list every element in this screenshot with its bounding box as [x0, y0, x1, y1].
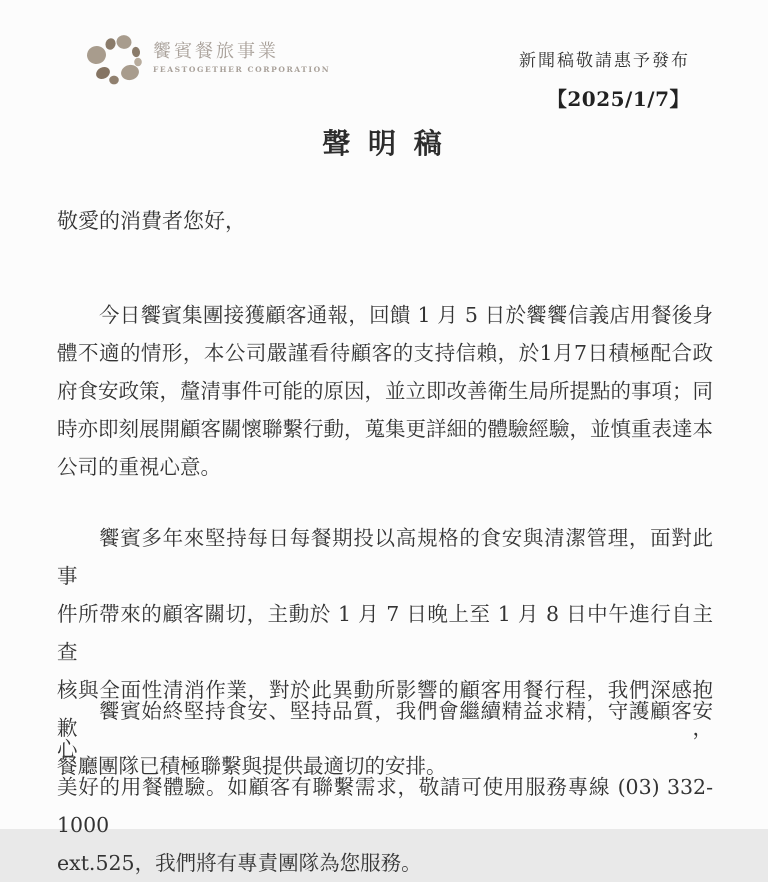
company-name-zh: 饗賓餐旅事業 — [153, 41, 279, 62]
release-date: 【2025/1/7】 — [546, 87, 690, 111]
body-line: 府食安政策，釐清事件可能的原因，並立即改善衛生局所提點的事項；同 — [57, 379, 713, 403]
body-line: 公司的重視心意。 — [57, 455, 221, 479]
greeting-line: 敬愛的消費者您好， — [57, 209, 246, 233]
body-line: 饗賓始終堅持食安、堅持品質，我們會繼續精益求精，守護顧客安心 — [57, 699, 713, 761]
paragraph-1 — [57, 296, 713, 486]
paragraph-3 — [57, 692, 713, 882]
body-line: ext.525，我們將有專責團隊為您服務。 — [57, 851, 422, 875]
page-title: 聲 明 稿 — [322, 127, 446, 160]
body-line: 美好的用餐體驗。如顧客有聯繫需求，敬請可使用服務專線 (03) 332-1000 — [57, 775, 713, 837]
company-logo — [86, 33, 330, 87]
company-name-en: FEASTOGETHER CORPORATION — [153, 65, 331, 74]
body-line: 件所帶來的顧客關切，主動於 1 月 7 日晚上至 1 月 8 日中午進行自主查 — [57, 602, 713, 664]
release-note: 新聞稿敬請惠予發布 — [519, 51, 690, 71]
body-line: 餐廳團隊已積極聯繫與提供最適切的安排。 — [57, 754, 447, 778]
body-line: 體不適的情形，本公司嚴謹看待顧客的支持信賴，於1月7日積極配合政 — [57, 341, 713, 365]
body-line: 核與全面性清消作業，對於此異動所影響的顧客用餐行程，我們深感抱歉， — [57, 678, 713, 740]
company-logo-text — [153, 42, 330, 74]
body-line: 饗賓多年來堅持每日每餐期投以高規格的食安與清潔管理，面對此事 — [57, 526, 713, 588]
pebble-logo-icon — [86, 33, 144, 87]
body-line: 時亦即刻展開顧客關懷聯繫行動，蒐集更詳細的體驗經驗，並慎重表達本 — [57, 417, 713, 441]
body-line: 今日饗賓集團接獲顧客通報，回饋 1 月 5 日於饗饗信義店用餐後身 — [99, 303, 713, 327]
press-release-header — [519, 46, 690, 112]
